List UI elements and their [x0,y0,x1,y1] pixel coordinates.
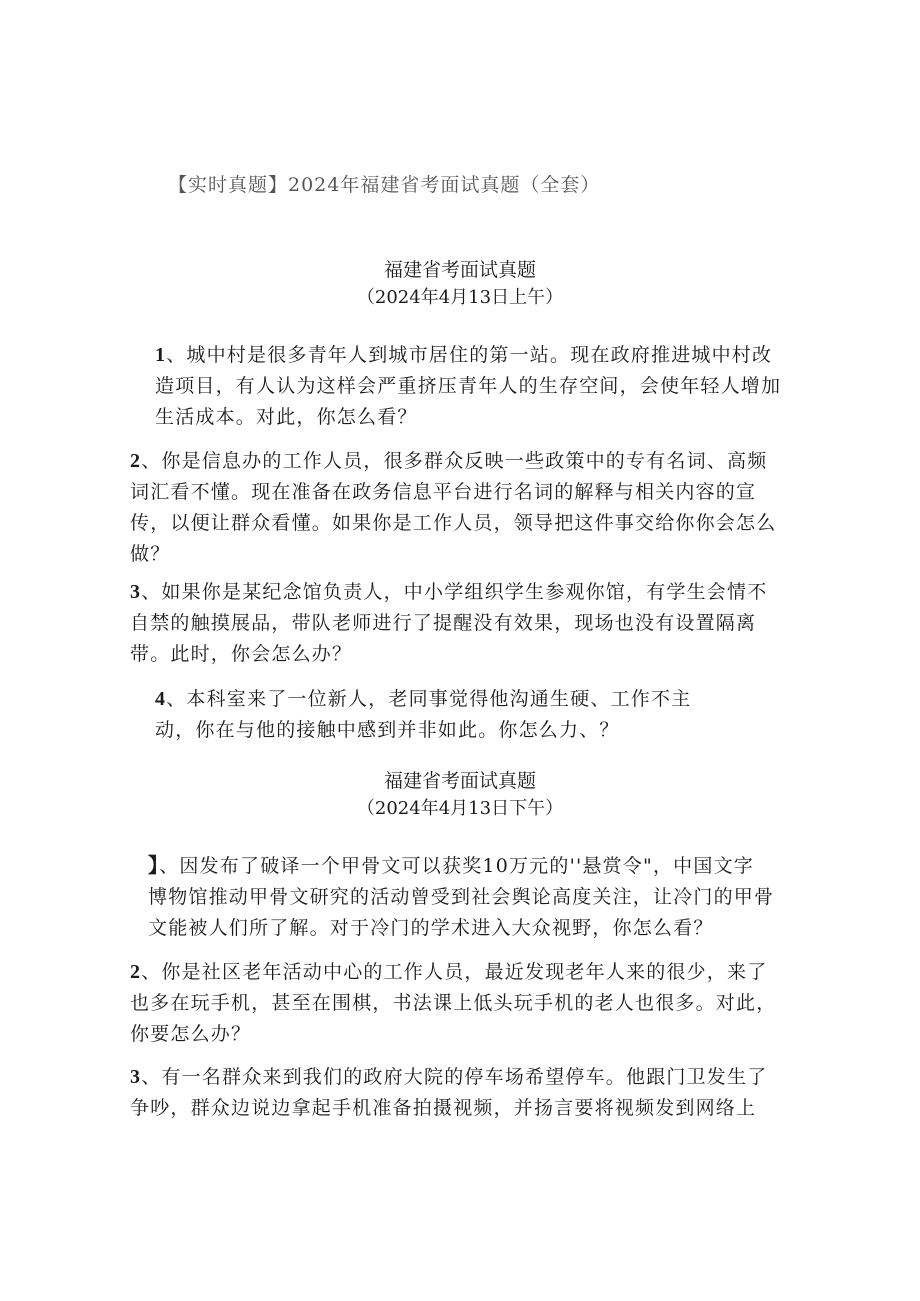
question-text-line: 博物馆推动甲骨文研究的活动曾受到社会舆论高度关注，让冷门的甲骨 [148,886,775,908]
question-text-line: 、你是社区老年活动中心的工作人员，最近发现老年人来的很少，来了 [141,961,768,983]
question-1-morning [155,340,781,433]
question-2-afternoon [130,957,776,1050]
question-text-line: 词汇看不懂。现在准备在政务信息平台进行名词的解释与相关内容的宣 [130,481,757,503]
section-title: 福建省考面试真题 [383,770,536,792]
question-text-line: 也多在玩手机，甚至在围棋，书法课上低头玩手机的老人也很多。对此， [130,992,777,1014]
question-text-line: 争吵，群众边说边拿起手机准备拍摄视频，并扬言要将视频发到网络上 [130,1097,757,1119]
section-heading-afternoon [0,767,920,823]
question-text-line: 造项目，有人认为这样会严重挤压青年人的生存空间，会使年轻人增加 [155,375,782,397]
question-number: 3 [130,1066,142,1088]
question-text-line: 、本科室来了一位新人，老同事觉得他沟通生硬、工作不主 [166,688,692,710]
question-text-line: 、如果你是某纪念馆负责人，中小学组织学生参观你馆，有学生会情不 [141,581,768,603]
question-text-line: 文能被人们所了解。对于冷门的学术进入大众视野，你怎么看？ [148,917,714,939]
question-number: 2 [130,961,142,983]
question-text-line: 、因发布了破译一个甲骨文可以获奖10万元的''悬赏令"，中国文字 [159,855,754,877]
question-text-line: 、有一名群众来到我们的政府大院的停车场希望停车。他跟门卫发生了 [141,1066,768,1088]
question-number: 1 [155,344,167,366]
section-date: （2024年4月13日下午） [356,798,564,819]
section-date: （2024年4月13日上午） [356,287,564,308]
question-text-line: 自禁的触摸展品，带队老师进行了提醒没有效果，现场也没有设置隔离 [130,612,757,634]
question-3-afternoon [130,1062,767,1124]
question-text-line: 、城中村是很多青年人到城市居住的第一站。现在政府推进城中村改 [166,344,773,366]
question-text-line: 生活成本。对此，你怎么看？ [155,406,418,428]
section-title: 福建省考面试真题 [383,259,536,281]
question-4-morning [155,684,691,746]
question-text-line: 动，你在与他的接触中感到并非如此。你怎么力、？ [155,719,620,741]
question-number: 3 [130,581,142,603]
question-number: 】 [148,855,160,877]
question-2-morning [130,446,776,570]
document-title: 【实时真题】2024年福建省考面试真题（全套） [168,174,601,196]
question-text-line: 做？ [130,543,171,565]
question-number: 4 [155,688,167,710]
section-heading-morning [0,256,920,312]
question-3-morning [130,577,767,670]
question-text-line: 传，以便让群众看懂。如果你是工作人员，领导把这件事交给你你会怎么 [130,512,777,534]
question-number: 2 [130,450,142,472]
question-text-line: 、你是信息办的工作人员，很多群众反映一些政策中的专有名词、高频 [141,450,768,472]
question-1-afternoon [148,851,774,944]
question-text-line: 你要怎么办？ [130,1023,252,1045]
question-text-line: 带。此时，你会怎么办？ [130,643,353,665]
